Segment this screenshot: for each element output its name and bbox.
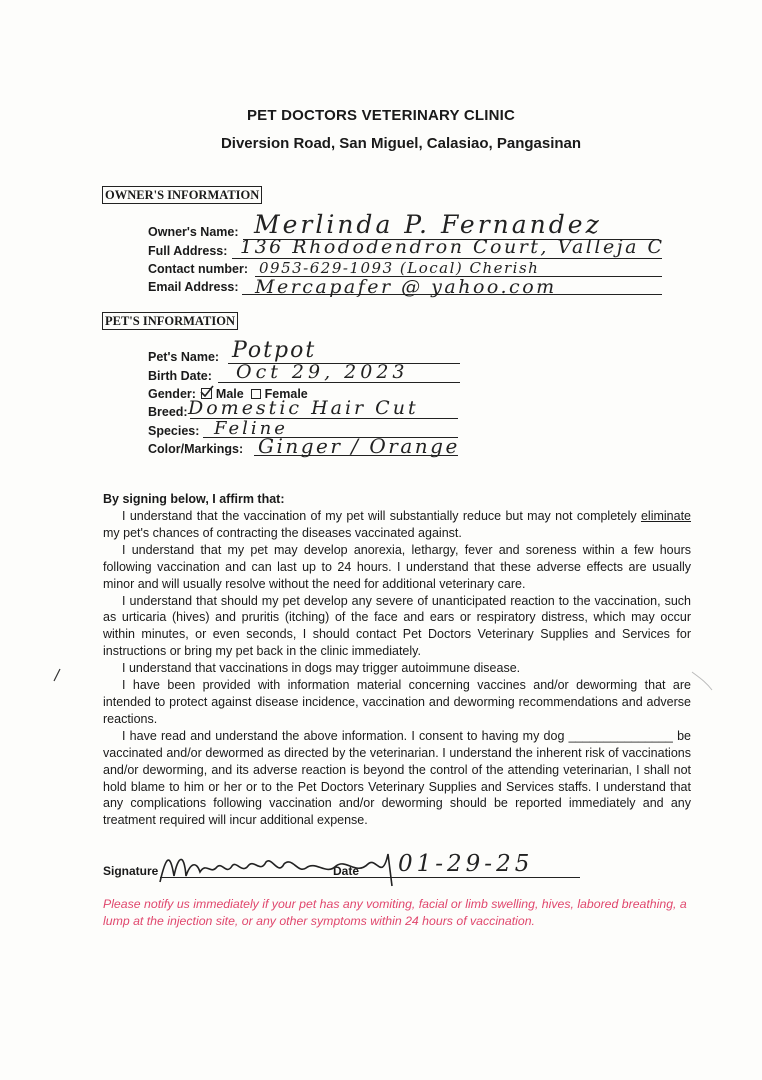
owner-section-title: OWNER'S INFORMATION — [102, 186, 262, 204]
date-value: 01-29-25 — [398, 851, 534, 877]
affirmation-text: I understand that the vaccination of my pet will substantially reduce but may not completely — [122, 509, 641, 523]
gender-label: Gender: — [148, 387, 196, 401]
pet-name-value: Potpot — [232, 338, 317, 363]
affirmation-paragraph: I understand that should my pet develop any severe of unanticipated reaction to the vaccination, such as urticaria (hives) and pruritis (itching) of the face and ears or respiratory distress, which may occur within minutes, or even seconds, I should contact Pet Doctors Veterinary Supplies and Services for instructions or bring my pet back in the clinic immediately. — [103, 593, 691, 659]
clinic-name: PET DOCTORS VETERINARY CLINIC — [246, 107, 516, 124]
email-value: Mercapafer @ yahoo.com — [255, 276, 557, 298]
owner-name-label: Owner's Name: — [148, 225, 239, 239]
owner-name-value: Merlinda P. Fernandez — [254, 210, 602, 239]
affirmation-paragraph: I understand that my pet may develop anorexia, lethargy, fever and soreness within a few hours following vaccination and can last up to 24 hours. I understand that these adverse effects are usually minor and will usually resolve without the need for additional veterinary care. — [103, 542, 691, 591]
color-markings-label: Color/Markings: — [148, 442, 244, 456]
birth-date-label: Birth Date: — [148, 369, 212, 383]
address-label: Full Address: — [148, 244, 228, 258]
contact-value: 0953-629-1093 (Local) Cherish — [259, 259, 540, 277]
clinic-address: Diversion Road, San Miguel, Calasiao, Pangasinan — [220, 135, 582, 152]
post-vaccination-notice: Please notify us immediately if your pet has any vomiting, facial or limb swelling, hives, labored breathing, a lump at the injection site, or any other symptoms within 24 hours of vaccination. — [103, 897, 687, 928]
affirmation-paragraph: I have been provided with information material concerning vaccines and/or deworming that are intended to protect against disease incidence, vaccination and deworming recommendations and adverse reactions. — [103, 678, 691, 726]
handwritten-signature — [156, 846, 402, 888]
affirmation-paragraph: I understand that vaccinations in dogs may trigger autoimmune disease. — [122, 661, 521, 676]
affirmation-paragraph — [103, 508, 691, 542]
pet-name-label: Pet's Name: — [148, 350, 220, 364]
address-value: 136 Rhododendron Court, Valleja C — [240, 236, 665, 258]
contact-label: Contact number: — [148, 262, 248, 276]
breed-value: Domestic Hair Cut — [188, 397, 419, 419]
female-option-label: Female — [264, 387, 308, 401]
birth-date-value: Oct 29, 2023 — [236, 361, 409, 383]
affirmation-body — [103, 508, 691, 829]
affirmation-paragraph: I have read and understand the above information. I consent to having my dog _______________ be vaccinated and/or dewormed as directed by the veterinarian. I understand the inherent risk of vaccinations and/or deworming, and its adverse reaction is beyond the control of the attending veterinarian, I shall not hold blame to him or her or to the Pet Doctors Veterinary Supplies and Services staffs. I understand that any complications following vaccination and/or deworming should be reported immediately and any treatment required will incur additional expense. — [103, 728, 691, 828]
signature-label: Signature — [103, 864, 159, 878]
affirmation-title: By signing below, I affirm that: — [103, 492, 285, 506]
stray-pen-mark — [52, 668, 62, 682]
date-label: Date — [333, 864, 360, 878]
breed-label: Breed: — [148, 405, 188, 419]
stray-pen-mark — [690, 668, 716, 694]
pet-section-title: PET'S INFORMATION — [102, 312, 238, 330]
color-markings-value: Ginger / Orange — [258, 434, 460, 458]
male-option-label: Male — [215, 387, 244, 401]
species-label: Species: — [148, 424, 200, 438]
affirmation-text: my pet's chances of contracting the diseases vaccinated against. — [103, 525, 462, 540]
species-value: Feline — [214, 418, 288, 439]
email-label: Email Address: — [148, 280, 239, 294]
affirmation-underlined-word: eliminate — [640, 509, 691, 523]
